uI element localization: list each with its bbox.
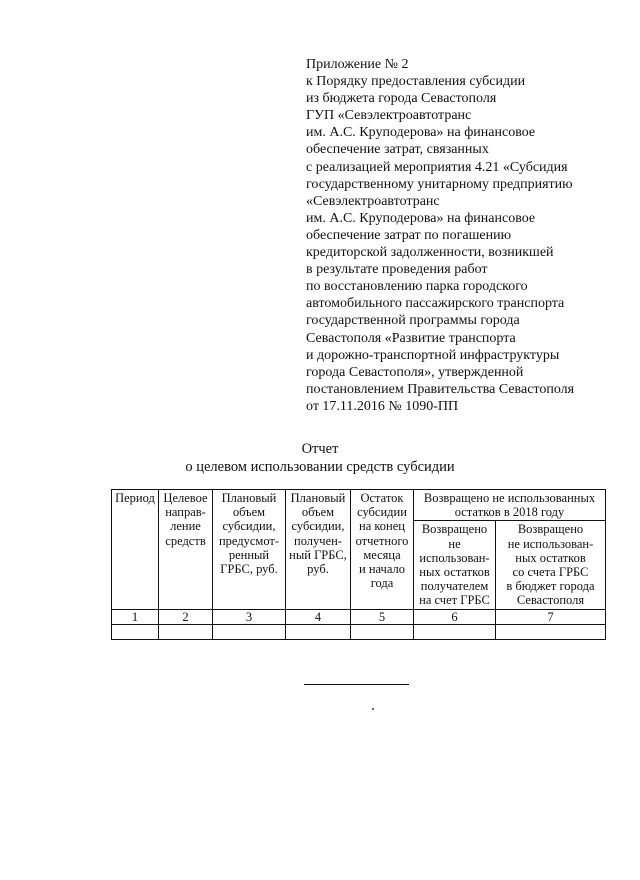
column-numbers-row: [112, 609, 606, 624]
header-purpose: [159, 490, 213, 610]
annex-line: обеспечение затрат, связанных: [306, 142, 489, 158]
annex-line: государственному унитарному предприятию: [306, 176, 573, 192]
signature-line: [304, 684, 409, 685]
header-text-line: не: [448, 536, 461, 551]
table-cell: [112, 624, 159, 639]
header-text-line: получен-: [294, 533, 342, 548]
header-text-line: Целевое: [163, 491, 208, 505]
header-text-line: Период: [115, 491, 155, 505]
header-returned-to-budget: [496, 521, 606, 609]
report-title: Отчет: [301, 441, 339, 457]
header-text-line: ный ГРБС,: [289, 547, 347, 562]
stray-dot: [372, 708, 374, 710]
header-text-line: в бюджет города: [506, 579, 595, 594]
annex-line: автомобильного пассажирского транспорта: [306, 296, 565, 312]
header-text-line: Плановый: [290, 491, 346, 505]
column-number: 5: [351, 609, 414, 624]
annex-line: им. А.С. Круподерова» на финансовое: [306, 125, 536, 141]
annex-line: в результате проведения работ: [306, 262, 488, 278]
header-text-line: на счет ГРБС: [419, 593, 490, 608]
table-row: [112, 624, 606, 639]
table-cell: [286, 624, 351, 639]
header-text-line: ных остатков: [515, 550, 586, 565]
annex-line: Приложение № 2: [306, 57, 409, 72]
header-text-line: со счета ГРБС: [512, 565, 589, 580]
annex-line: постановлением Правительства Севастополя: [306, 381, 575, 397]
annex-line: «Севэлектроавтотранс: [306, 193, 440, 209]
report-subtitle: о целевом использовании средств субсидии: [185, 459, 455, 475]
table-cell: [213, 624, 286, 639]
header-text-line: направ-: [165, 505, 206, 520]
annex-line: обеспечение затрат по погашению: [306, 227, 512, 243]
header-text-line: ление: [170, 519, 201, 534]
header-returned-group: [414, 490, 606, 521]
table-body: [112, 609, 606, 639]
header-planned-received: [286, 490, 351, 610]
header-text-line: Возвращено не использованных: [423, 491, 596, 505]
header-text-line: руб.: [307, 562, 329, 577]
report-title-block: [0, 440, 640, 476]
header-text-line: средств: [165, 533, 206, 548]
annex-line: ГУП «Севэлектроавтотранс: [306, 108, 472, 124]
annex-line: от 17.11.2016 № 1090-ПП: [306, 398, 459, 414]
header-text-line: ных остатков: [419, 565, 490, 580]
header-text-line: месяца: [363, 547, 401, 562]
header-text-line: и начало: [359, 562, 405, 577]
column-number: 6: [414, 609, 496, 624]
header-text-line: отчетного: [355, 533, 409, 548]
header-text-line: остатков в 2018 году: [454, 505, 565, 520]
header-text-line: Возвращено: [421, 522, 488, 537]
header-balance: [351, 490, 414, 610]
column-number: 2: [159, 609, 213, 624]
annex-line: и дорожно-транспортной инфраструктуры: [306, 347, 560, 363]
header-text-line: года: [370, 576, 394, 591]
header-text-line: объем: [232, 505, 266, 520]
annex-line: Севастополя «Развитие транспорта: [306, 330, 516, 346]
header-text-line: субсидии,: [222, 519, 276, 534]
header-text-line: Остаток: [360, 491, 404, 505]
header-period: [112, 490, 159, 610]
annex-line: города Севастополя», утвержденной: [306, 364, 524, 380]
column-number: 4: [286, 609, 351, 624]
column-number: 7: [496, 609, 606, 624]
header-text-line: Возвращено: [517, 522, 584, 537]
subsidy-report-table: [111, 489, 606, 640]
table-cell: [414, 624, 496, 639]
header-text-line: субсидии: [357, 505, 407, 520]
column-number: 1: [112, 609, 159, 624]
header-text-line: предусмот-: [218, 533, 280, 548]
header-text-line: на конец: [359, 519, 405, 534]
table-cell: [159, 624, 213, 639]
header-returned-to-grbs: [414, 521, 496, 609]
header-text-line: субсидии,: [291, 519, 345, 534]
annex-line: кредиторской задолженности, возникшей: [306, 245, 554, 261]
column-number: 3: [213, 609, 286, 624]
header-text-line: не использован-: [507, 536, 594, 551]
header-text-line: получателем: [420, 579, 489, 594]
annex-line: из бюджета города Севастополя: [306, 91, 497, 107]
table-cell: [496, 624, 606, 639]
header-text-line: ренный: [228, 547, 270, 562]
header-planned-gross: [213, 490, 286, 610]
header-text-line: Севастополя: [516, 593, 585, 608]
header-text-line: ГРБС, руб.: [220, 562, 278, 577]
header-text-line: Плановый: [221, 491, 277, 505]
table-cell: [351, 624, 414, 639]
annex-line: государственной программы города: [306, 313, 520, 329]
annex-header: [306, 56, 606, 415]
annex-line: по восстановлению парка городского: [306, 279, 528, 295]
header-text-line: объем: [301, 505, 335, 520]
annex-line: им. А.С. Круподерова» на финансовое: [306, 210, 536, 226]
header-text-line: использован-: [419, 550, 490, 565]
annex-line: к Порядку предоставления субсидии: [306, 74, 526, 90]
annex-line: с реализацией мероприятия 4.21 «Субсидия: [306, 159, 568, 175]
